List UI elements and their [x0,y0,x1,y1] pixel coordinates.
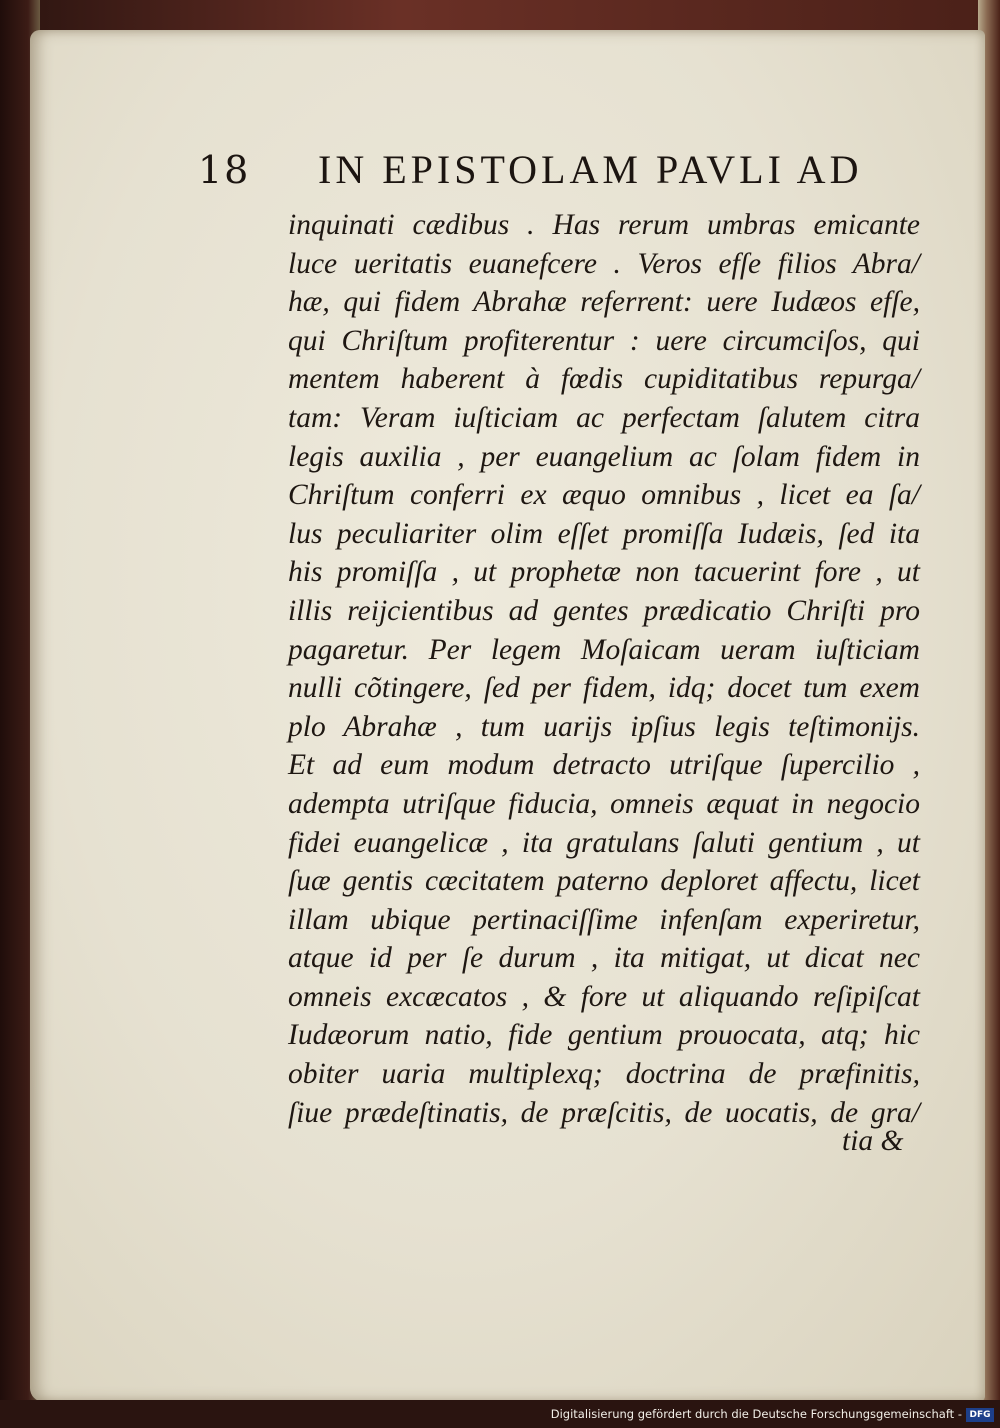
text-line: mentem haberent à fœdis cupiditatibus repurga/ [288,363,920,396]
text-line: hæ, qui fidem Abrahæ referrent: uere Iudæos efſe, [288,286,920,319]
text-line: lus peculiariter olim eſſet promiſſa Iudæis, ſed ita [288,517,920,550]
text-line: fidei euangelicæ , ita gratulans ſaluti gentium , ut [288,826,920,859]
text-line: luce ueritatis euanefcere . Veros efſe filios Abra/ [288,247,920,280]
text-line: obiter uaria multiplexq; doctrina de præfinitis, [288,1058,920,1091]
text-line: qui Chriſtum profiterentur : uere circumciſos, qui [288,324,920,357]
text-line: his promiſſa , ut prophetæ non tacuerint fore , ut [288,556,920,589]
dfg-logo: DFG [966,1408,994,1422]
footer-bar [0,1400,1000,1428]
text-line: illis reijcientibus ad gentes prædicatio Chriſti pro [288,594,920,627]
text-line: omneis excæcatos , & fore ut aliquando reſipiſcat [288,980,920,1013]
text-line: adempta utriſque fiducia, omneis æquat in negocio [288,787,920,820]
page-number: 18 [198,148,251,192]
catchword: tia & [842,1125,904,1157]
paper-page [30,30,985,1402]
text-line: ſuæ gentis cæcitatem paterno deploret affectu, licet [288,865,920,898]
text-line: legis auxilia , per euangelium ac ſolam fidem in [288,440,920,473]
text-line: Iudæorum natio, fide gentium prouocata, atq; hic [288,1019,920,1052]
text-line: Et ad eum modum detracto utriſque ſupercilio , [288,749,920,782]
text-line: Chriſtum conferri ex æquo omnibus , licet ea ſa/ [288,479,920,512]
text-line: plo Abrahæ , tum uarijs ipſius legis teſtimonijs. [288,710,920,743]
funding-credit: Digitalisierung gefördert durch die Deutsche Forschungsgemeinschaft - [550,1407,962,1421]
body-text [288,206,920,1132]
text-line: inquinati cædibus . Has rerum umbras emicante [288,209,920,241]
text-line: ſiue prædeſtinatis, de præſcitis, de uocatis, de gra/ [288,1096,920,1129]
running-head: IN EPISTOLAM PAVLI AD [318,147,863,192]
text-line: pagaretur. Per legem Moſaicam ueram iuſticiam [288,633,920,666]
text-line: atque id per ſe durum , ita mitigat, ut dicat nec [288,942,920,975]
text-line: illam ubique pertinaciſſime infenſam experiretur, [288,903,920,936]
text-line: tam: Veram iuſticiam ac perfectam ſalutem citra [288,401,920,434]
text-line: nulli cõtingere, ſed per fidem, idq; docet tum exem [288,672,920,705]
